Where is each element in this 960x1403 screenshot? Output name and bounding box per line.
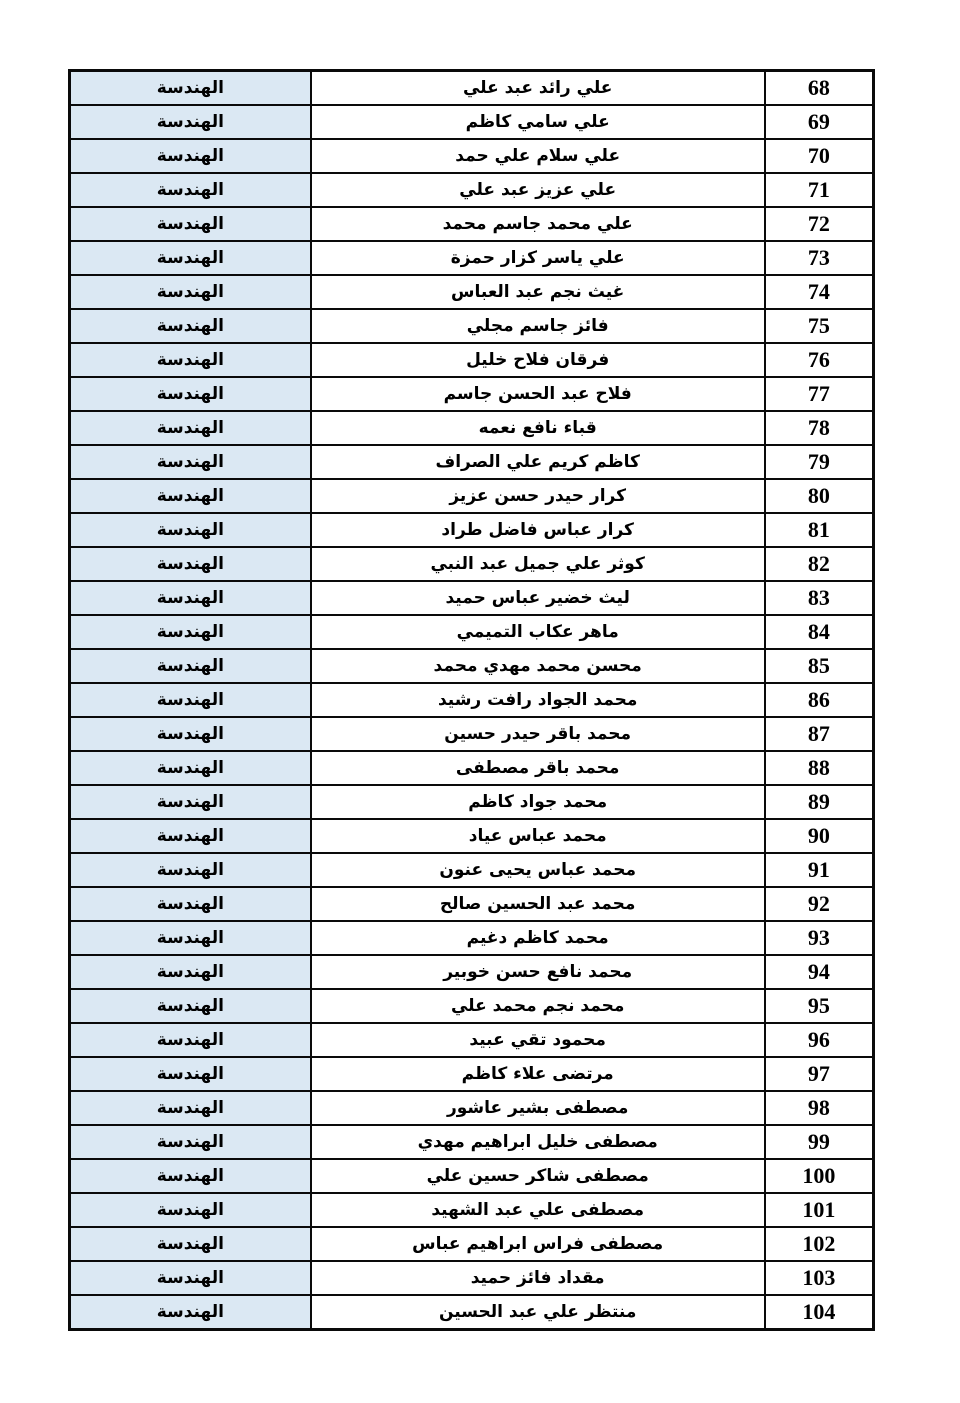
- table-row: [70, 411, 874, 445]
- row-number-cell: [765, 1227, 874, 1261]
- student-name: محسن محمد مهدي محمد: [433, 656, 642, 676]
- department-cell: [70, 649, 311, 683]
- department-label: الهندسة: [156, 282, 224, 302]
- student-name: فلاح عبد الحسن جاسم: [443, 384, 632, 404]
- roster-body: [70, 71, 874, 1330]
- row-number: 98: [807, 1095, 830, 1120]
- student-name: ليث خضير عباس حميد: [445, 588, 630, 608]
- department-label: الهندسة: [156, 758, 224, 778]
- row-number-cell: [765, 615, 874, 649]
- row-number: 73: [807, 245, 830, 270]
- department-label: الهندسة: [156, 588, 224, 608]
- row-number-cell: [765, 105, 874, 139]
- row-number-cell: [765, 1159, 874, 1193]
- department-cell: [70, 853, 311, 887]
- department-label: الهندسة: [156, 1166, 224, 1186]
- table-row: [70, 819, 874, 853]
- table-row: [70, 343, 874, 377]
- student-name: كرار حيدر حسن عزيز: [449, 486, 626, 506]
- row-number-cell: [765, 717, 874, 751]
- department-cell: [70, 751, 311, 785]
- department-cell: [70, 887, 311, 921]
- table-row: [70, 105, 874, 139]
- student-name-cell: [311, 411, 765, 445]
- student-name-cell: [311, 1125, 765, 1159]
- row-number: 95: [807, 993, 830, 1018]
- department-cell: [70, 411, 311, 445]
- row-number: 76: [807, 347, 830, 372]
- table-row: [70, 547, 874, 581]
- department-label: الهندسة: [156, 1200, 224, 1220]
- department-cell: [70, 615, 311, 649]
- student-name-cell: [311, 71, 765, 106]
- student-name-cell: [311, 377, 765, 411]
- table-row: [70, 513, 874, 547]
- table-row: [70, 479, 874, 513]
- table-row: [70, 751, 874, 785]
- student-name: فائز جاسم مجلي: [466, 316, 609, 336]
- student-name: كوثر علي جميل عبد النبي: [430, 554, 645, 574]
- row-number-cell: [765, 1261, 874, 1295]
- department-label: الهندسة: [156, 554, 224, 574]
- table-row: [70, 955, 874, 989]
- row-number-cell: [765, 513, 874, 547]
- table-row: [70, 207, 874, 241]
- student-name-cell: [311, 1227, 765, 1261]
- table-row: [70, 989, 874, 1023]
- department-label: الهندسة: [156, 1302, 224, 1322]
- row-number: 79: [807, 449, 830, 474]
- student-name: مصطفى علي عبد الشهيد: [431, 1200, 644, 1220]
- student-name-cell: [311, 717, 765, 751]
- department-cell: [70, 105, 311, 139]
- row-number-cell: [765, 1125, 874, 1159]
- row-number: 74: [807, 279, 830, 304]
- department-label: الهندسة: [156, 214, 224, 234]
- student-name: مصطفى خليل ابراهيم مهدي: [417, 1132, 658, 1152]
- department-cell: [70, 1193, 311, 1227]
- student-name-cell: [311, 1057, 765, 1091]
- row-number: 77: [807, 381, 830, 406]
- table-row: [70, 445, 874, 479]
- row-number: 75: [807, 313, 830, 338]
- table-row: [70, 1261, 874, 1295]
- row-number-cell: [765, 853, 874, 887]
- table-row: [70, 139, 874, 173]
- department-label: الهندسة: [156, 350, 224, 370]
- department-label: الهندسة: [156, 248, 224, 268]
- row-number-cell: [765, 1193, 874, 1227]
- department-cell: [70, 989, 311, 1023]
- student-name: محمد نجم محمد علي: [450, 996, 625, 1016]
- department-label: الهندسة: [156, 146, 224, 166]
- student-name: محمد كاظم دغيم: [466, 928, 609, 948]
- table-row: [70, 717, 874, 751]
- department-cell: [70, 343, 311, 377]
- department-label: الهندسة: [156, 452, 224, 472]
- table-row: [70, 275, 874, 309]
- student-name-cell: [311, 343, 765, 377]
- row-number: 97: [807, 1061, 830, 1086]
- row-number-cell: [765, 785, 874, 819]
- table-row: [70, 1023, 874, 1057]
- student-name-cell: [311, 853, 765, 887]
- row-number-cell: [765, 819, 874, 853]
- department-label: الهندسة: [156, 1268, 224, 1288]
- student-name: محمد عباس يحيى عنون: [439, 860, 636, 880]
- department-label: الهندسة: [156, 826, 224, 846]
- department-label: الهندسة: [156, 1030, 224, 1050]
- student-roster-table: [68, 69, 875, 1331]
- department-label: الهندسة: [156, 1132, 224, 1152]
- department-cell: [70, 1295, 311, 1330]
- student-name: محمد باقر مصطفى: [455, 758, 620, 778]
- department-label: الهندسة: [156, 962, 224, 982]
- row-number-cell: [765, 1057, 874, 1091]
- student-name: محمد باقر حيدر حسين: [444, 724, 632, 744]
- department-label: الهندسة: [156, 622, 224, 642]
- row-number: 86: [807, 687, 830, 712]
- student-name-cell: [311, 751, 765, 785]
- table-row: [70, 241, 874, 275]
- student-name-cell: [311, 819, 765, 853]
- row-number-cell: [765, 887, 874, 921]
- department-label: الهندسة: [156, 996, 224, 1016]
- row-number: 88: [807, 755, 830, 780]
- department-cell: [70, 173, 311, 207]
- student-name: علي ياسر كزار حمزة: [450, 248, 625, 268]
- row-number-cell: [765, 547, 874, 581]
- department-cell: [70, 717, 311, 751]
- department-label: الهندسة: [156, 384, 224, 404]
- student-name-cell: [311, 241, 765, 275]
- row-number-cell: [765, 241, 874, 275]
- student-name-cell: [311, 615, 765, 649]
- department-label: الهندسة: [156, 486, 224, 506]
- student-name-cell: [311, 785, 765, 819]
- row-number: 90: [807, 823, 830, 848]
- row-number-cell: [765, 921, 874, 955]
- row-number-cell: [765, 955, 874, 989]
- row-number-cell: [765, 343, 874, 377]
- row-number-cell: [765, 207, 874, 241]
- student-name-cell: [311, 1261, 765, 1295]
- department-cell: [70, 955, 311, 989]
- student-name-cell: [311, 1193, 765, 1227]
- row-number-cell: [765, 1023, 874, 1057]
- row-number: 84: [807, 619, 830, 644]
- row-number-cell: [765, 581, 874, 615]
- row-number-cell: [765, 173, 874, 207]
- row-number: 92: [807, 891, 830, 916]
- row-number: 70: [807, 143, 830, 168]
- student-name-cell: [311, 513, 765, 547]
- student-name-cell: [311, 547, 765, 581]
- department-cell: [70, 377, 311, 411]
- department-label: الهندسة: [156, 1098, 224, 1118]
- student-name: علي رائد عبد علي: [462, 78, 613, 98]
- student-name: كرار عباس فاضل طراد: [441, 520, 634, 540]
- row-number-cell: [765, 377, 874, 411]
- row-number-cell: [765, 411, 874, 445]
- student-name: فرقان فلاح خليل: [466, 350, 610, 370]
- table-row: [70, 173, 874, 207]
- table-row: [70, 1193, 874, 1227]
- row-number: 103: [802, 1265, 836, 1290]
- row-number-cell: [765, 445, 874, 479]
- student-name: محمد جواد كاظم: [468, 792, 608, 812]
- table-row: [70, 683, 874, 717]
- department-cell: [70, 547, 311, 581]
- department-cell: [70, 785, 311, 819]
- row-number: 80: [807, 483, 830, 508]
- student-name: كاظم كريم علي الصراف: [435, 452, 640, 472]
- row-number-cell: [765, 683, 874, 717]
- student-name-cell: [311, 581, 765, 615]
- department-label: الهندسة: [156, 418, 224, 438]
- student-name: مصطفى فراس ابراهيم عباس: [412, 1234, 664, 1254]
- table-row: [70, 581, 874, 615]
- department-cell: [70, 1023, 311, 1057]
- student-name: محمد الجواد رافت رشيد: [437, 690, 638, 710]
- student-name-cell: [311, 887, 765, 921]
- student-name-cell: [311, 275, 765, 309]
- row-number: 72: [807, 211, 830, 236]
- table-row: [70, 1227, 874, 1261]
- department-label: الهندسة: [156, 894, 224, 914]
- student-name-cell: [311, 309, 765, 343]
- student-name-cell: [311, 1295, 765, 1330]
- student-name-cell: [311, 683, 765, 717]
- row-number: 96: [807, 1027, 830, 1052]
- student-name-cell: [311, 1023, 765, 1057]
- department-cell: [70, 207, 311, 241]
- row-number-cell: [765, 751, 874, 785]
- department-label: الهندسة: [156, 1234, 224, 1254]
- row-number: 78: [807, 415, 830, 440]
- row-number: 68: [807, 75, 830, 100]
- department-label: الهندسة: [156, 180, 224, 200]
- student-name: مرتضى علاء كاظم: [461, 1064, 614, 1084]
- department-cell: [70, 1057, 311, 1091]
- department-label: الهندسة: [156, 724, 224, 744]
- department-label: الهندسة: [156, 690, 224, 710]
- row-number: 81: [807, 517, 830, 542]
- department-cell: [70, 1261, 311, 1295]
- student-name: علي سلام علي حمد: [455, 146, 621, 166]
- student-name: علي سامي كاظم: [465, 112, 610, 132]
- department-cell: [70, 139, 311, 173]
- department-label: الهندسة: [156, 792, 224, 812]
- table-row: [70, 853, 874, 887]
- student-name-cell: [311, 445, 765, 479]
- department-cell: [70, 1125, 311, 1159]
- row-number: 89: [807, 789, 830, 814]
- row-number: 82: [807, 551, 830, 576]
- student-name: مصطفى بشير عاشور: [446, 1098, 629, 1118]
- table-row: [70, 309, 874, 343]
- row-number-cell: [765, 71, 874, 106]
- student-name: علي محمد جاسم محمد: [442, 214, 633, 234]
- table-row: [70, 1091, 874, 1125]
- student-name: مقداد فائز حميد: [470, 1268, 605, 1288]
- student-name-cell: [311, 1091, 765, 1125]
- row-number: 71: [807, 177, 830, 202]
- table-row: [70, 377, 874, 411]
- student-name: محمود تقي عبيد: [469, 1030, 606, 1050]
- department-cell: [70, 275, 311, 309]
- row-number: 69: [807, 109, 830, 134]
- department-cell: [70, 581, 311, 615]
- department-label: الهندسة: [156, 316, 224, 336]
- student-name: محمد عبد الحسين صالح: [439, 894, 636, 914]
- student-name-cell: [311, 989, 765, 1023]
- table-row: [70, 1159, 874, 1193]
- student-name: قباء نافع نعمه: [478, 418, 597, 438]
- row-number-cell: [765, 1295, 874, 1330]
- row-number: 100: [802, 1163, 836, 1188]
- row-number-cell: [765, 139, 874, 173]
- department-label: الهندسة: [156, 112, 224, 132]
- department-cell: [70, 921, 311, 955]
- department-cell: [70, 513, 311, 547]
- row-number: 94: [807, 959, 830, 984]
- student-name-cell: [311, 139, 765, 173]
- student-name-cell: [311, 649, 765, 683]
- table-row: [70, 785, 874, 819]
- student-name: غيث نجم عبد العباس: [451, 282, 625, 302]
- department-cell: [70, 683, 311, 717]
- table-row: [70, 1057, 874, 1091]
- department-cell: [70, 71, 311, 106]
- student-name-cell: [311, 479, 765, 513]
- row-number: 91: [807, 857, 830, 882]
- row-number-cell: [765, 275, 874, 309]
- department-label: الهندسة: [156, 860, 224, 880]
- student-name-cell: [311, 105, 765, 139]
- department-cell: [70, 241, 311, 275]
- student-name-cell: [311, 921, 765, 955]
- row-number-cell: [765, 309, 874, 343]
- row-number: 85: [807, 653, 830, 678]
- department-label: الهندسة: [156, 928, 224, 948]
- department-cell: [70, 1091, 311, 1125]
- row-number-cell: [765, 649, 874, 683]
- table-row: [70, 921, 874, 955]
- table-row: [70, 615, 874, 649]
- student-name: محمد عباس عياد: [468, 826, 607, 846]
- table-row: [70, 1295, 874, 1330]
- student-name: محمد نافع حسن خوبير: [443, 962, 633, 982]
- row-number: 104: [802, 1299, 836, 1324]
- department-cell: [70, 445, 311, 479]
- row-number-cell: [765, 989, 874, 1023]
- row-number: 87: [807, 721, 830, 746]
- row-number-cell: [765, 479, 874, 513]
- row-number: 102: [802, 1231, 836, 1256]
- row-number-cell: [765, 1091, 874, 1125]
- table-row: [70, 649, 874, 683]
- department-label: الهندسة: [156, 520, 224, 540]
- department-cell: [70, 819, 311, 853]
- student-name: منتظر علي عبد الحسين: [438, 1302, 637, 1322]
- department-label: الهندسة: [156, 1064, 224, 1084]
- student-name-cell: [311, 207, 765, 241]
- student-name-cell: [311, 173, 765, 207]
- department-cell: [70, 309, 311, 343]
- table-row: [70, 71, 874, 106]
- table-row: [70, 1125, 874, 1159]
- department-label: الهندسة: [156, 656, 224, 676]
- table-row: [70, 887, 874, 921]
- student-name: علي عزيز عبد علي: [459, 180, 617, 200]
- student-name: مصطفى شاكر حسين علي: [426, 1166, 649, 1186]
- department-cell: [70, 1159, 311, 1193]
- row-number: 101: [802, 1197, 836, 1222]
- student-name-cell: [311, 1159, 765, 1193]
- student-name-cell: [311, 955, 765, 989]
- row-number: 83: [807, 585, 830, 610]
- student-name: ماهر عكاب التميمي: [456, 622, 619, 642]
- row-number: 99: [807, 1129, 830, 1154]
- row-number: 93: [807, 925, 830, 950]
- department-label: الهندسة: [156, 78, 224, 98]
- department-cell: [70, 479, 311, 513]
- department-cell: [70, 1227, 311, 1261]
